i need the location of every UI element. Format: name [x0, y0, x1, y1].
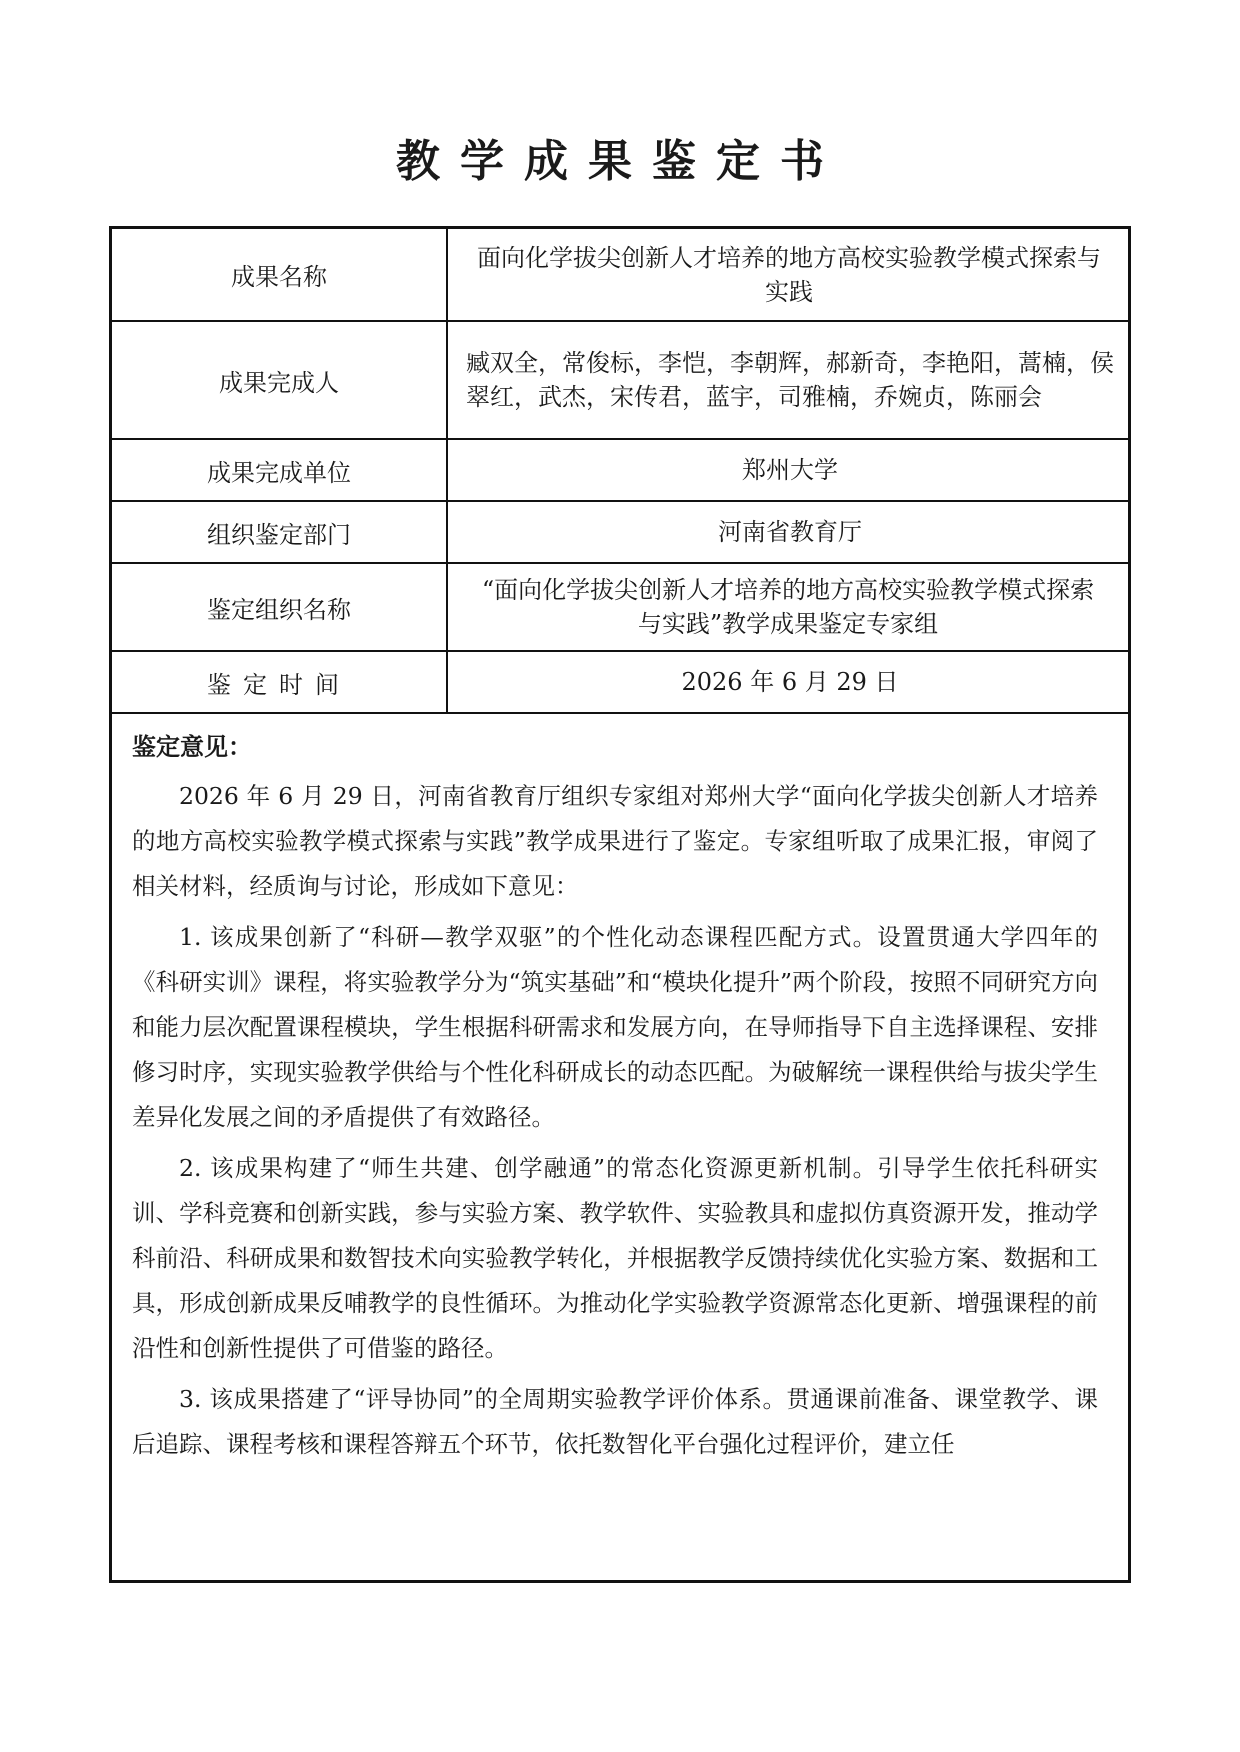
opinion-heading: 鉴定意见：: [132, 733, 252, 761]
value-completers: 臧双全，常俊标，李恺，李朝辉，郝新奇，李艳阳，蒿楠，侯翠红，武杰，宋传君，蓝宇，司雅楠，乔婉贞，陈丽会: [466, 349, 1114, 411]
opinion-paragraph: 2026 年 6 月 29 日，河南省教育厅组织专家组对郑州大学“面向化学拔尖创新人才培养的地方高校实验教学模式探索与实践”教学成果进行了鉴定。专家组听取了成果汇报，审阅了相关材料，经质询与讨论，形成如下意见：: [132, 782, 1098, 900]
value-organizing-dept: 河南省教育厅: [718, 518, 862, 546]
label-appraisal-date-text: 鉴定时间: [207, 670, 351, 699]
value-achievement-name: 面向化学拔尖创新人才培养的地方高校实验教学模式探索与实践: [477, 243, 1101, 306]
label-organizing-dept: 组织鉴定部门: [112, 502, 448, 562]
label-appraisal-date: [112, 652, 448, 712]
appraisal-form: [109, 226, 1131, 1583]
label-achievement-name: 成果名称: [112, 229, 448, 320]
value-appraisal-org: “面向化学拔尖创新人才培养的地方高校实验教学模式探索与实践”教学成果鉴定专家组: [481, 576, 1095, 638]
opinion-paragraph: 2. 该成果构建了“师生共建、创学融通”的常态化资源更新机制。引导学生依托科研实训、学科竞赛和创新实践，参与实验方案、教学软件、实验教具和虚拟仿真资源开发，推动学科前沿、科研成果和数智技术向实验教学转化，并根据教学反馈持续优化实验方案、数据和工具，形成创新成果反哺教学的良性循环。为推动化学实验教学资源常态化更新、增强课程的前沿性和创新性提供了可借鉴的路径。: [132, 1154, 1098, 1362]
document-title: 教学成果鉴定书: [396, 136, 844, 187]
form-row-organizing-dept: [112, 502, 1128, 564]
form-row-completing-unit: [112, 440, 1128, 502]
label-completers: 成果完成人: [112, 322, 448, 438]
opinion-paragraph: 3. 该成果搭建了“评导协同”的全周期实验教学评价体系。贯通课前准备、课堂教学、课后追踪、课程考核和课程答辩五个环节，依托数智化平台强化过程评价，建立任: [132, 1385, 1098, 1458]
opinion-paragraph: 1. 该成果创新了“科研—教学双驱”的个性化动态课程匹配方式。设置贯通大学四年的《科研实训》课程，将实验教学分为“筑实基础”和“模块化提升”两个阶段，按照不同研究方向和能力层次配置课程模块，学生根据科研需求和发展方向，在导师指导下自主选择课程、安排修习时序，实现实验教学供给与个性化科研成长的动态匹配。为破解统一课程供给与拔尖学生差异化发展之间的矛盾提供了有效路径。: [132, 923, 1098, 1131]
opinion-section: [112, 714, 1128, 1580]
form-row-completers: [112, 322, 1128, 440]
form-row-achievement-name: [112, 229, 1128, 322]
label-appraisal-org: 鉴定组织名称: [112, 564, 448, 650]
form-row-appraisal-org: [112, 564, 1128, 652]
value-appraisal-date: 2026 年 6 月 29 日: [681, 668, 899, 696]
label-completing-unit: 成果完成单位: [112, 440, 448, 500]
value-completing-unit: 郑州大学: [742, 456, 838, 484]
